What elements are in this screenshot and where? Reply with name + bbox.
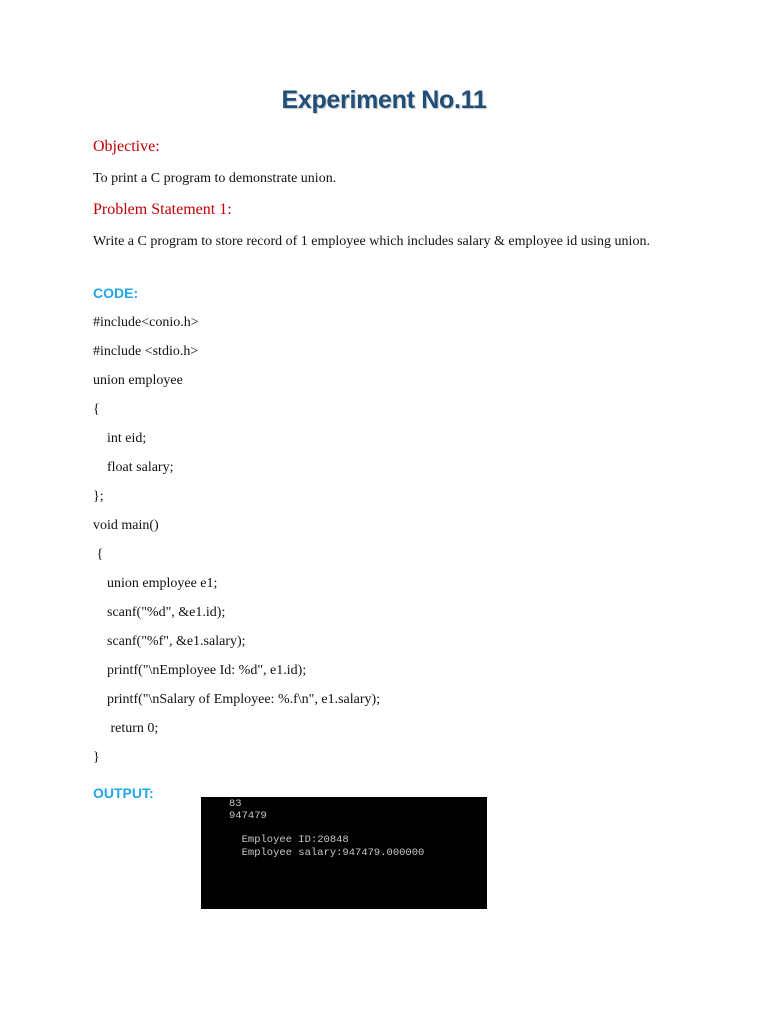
code-line-15: return 0;	[93, 721, 159, 736]
code-line-1: #include<conio.h>	[93, 315, 199, 330]
code-line-12: scanf("%f", &e1.salary);	[93, 634, 246, 649]
code-heading: CODE:	[93, 285, 139, 301]
code-line-2: #include <stdio.h>	[93, 344, 199, 359]
code-line-11: scanf("%d", &e1.id);	[93, 605, 226, 620]
page-title: Experiment No.11	[281, 86, 487, 114]
console-output-screenshot	[201, 797, 487, 909]
code-line-14: printf("\nSalary of Employee: %.f\n", e1.salary);	[93, 692, 381, 707]
console-line-1: 83	[229, 798, 242, 810]
console-line-2: 947479	[229, 810, 267, 822]
code-line-5: int eid;	[93, 431, 147, 446]
code-line-13: printf("\nEmployee Id: %d", e1.id);	[93, 663, 307, 678]
code-line-7: };	[93, 489, 104, 504]
code-line-16: }	[93, 750, 100, 765]
code-line-8: void main()	[93, 518, 159, 533]
objective-text: To print a C program to demonstrate union.	[93, 171, 337, 186]
console-line-4: Employee salary:947479.000000	[229, 847, 425, 859]
problem-statement-heading: Problem Statement 1:	[93, 201, 232, 218]
code-line-10: union employee e1;	[93, 576, 218, 591]
code-line-6: float salary;	[93, 460, 174, 475]
problem-statement-text: Write a C program to store record of 1 employee which includes salary & employee id using union.	[93, 234, 650, 249]
code-line-4: {	[93, 402, 100, 417]
code-line-9: {	[93, 547, 104, 562]
output-heading: OUTPUT:	[93, 785, 154, 801]
console-line-3: Employee ID:20848	[229, 834, 349, 846]
code-line-3: union employee	[93, 373, 183, 388]
objective-heading: Objective:	[93, 138, 160, 155]
